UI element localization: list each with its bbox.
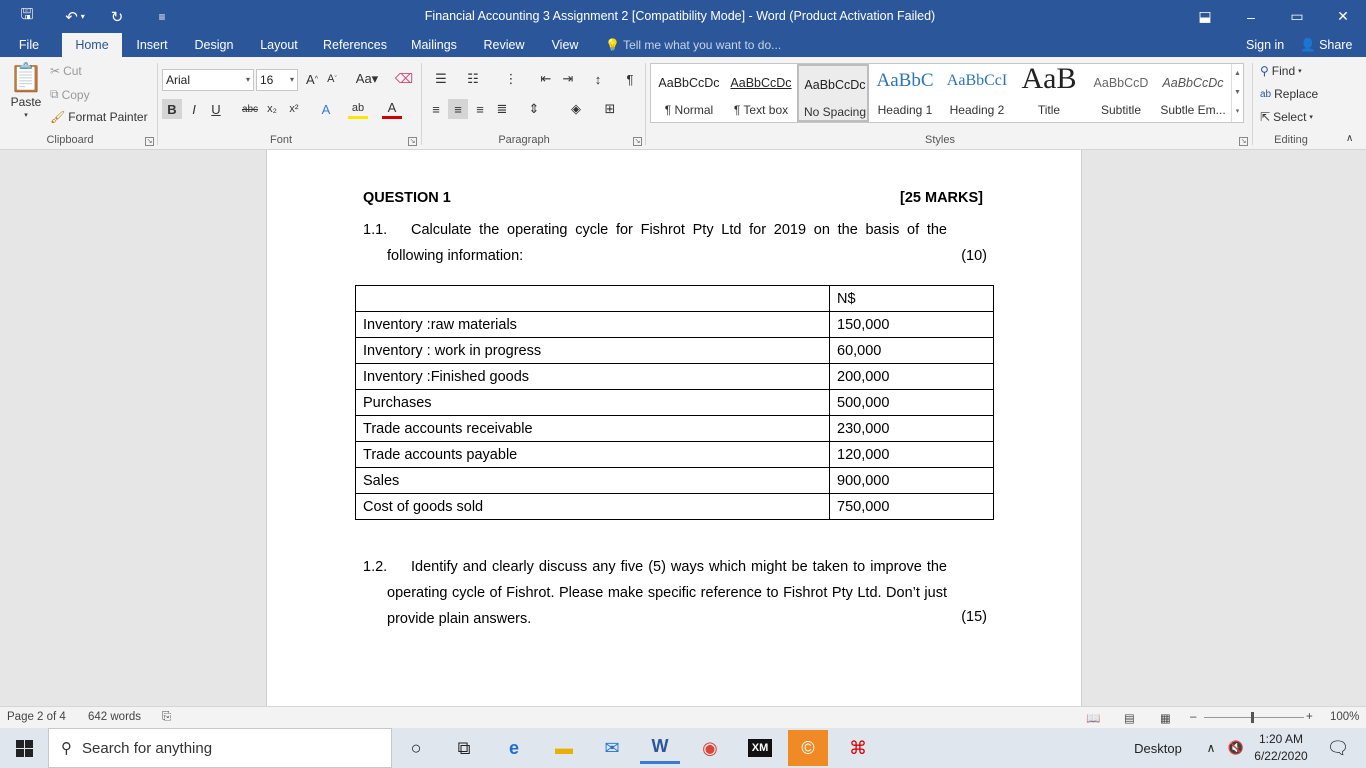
- shrink-font-icon[interactable]: A ˇ: [327, 73, 337, 85]
- person-icon: 👤: [1300, 38, 1316, 52]
- separator: [157, 63, 158, 145]
- table-cell-value: 200,000: [830, 364, 994, 390]
- zoom-in-icon[interactable]: +: [1306, 711, 1313, 723]
- cortana-icon[interactable]: ○: [410, 737, 422, 758]
- table-cell-label: Inventory :Finished goods: [356, 364, 830, 390]
- text-effects-icon[interactable]: A: [321, 101, 331, 117]
- table-header-cell: [356, 286, 830, 312]
- sign-in-link[interactable]: Sign in: [1246, 38, 1285, 52]
- close-button[interactable]: ✕: [1337, 8, 1349, 24]
- paragraph-text: Calculate the operating cycle for Fishrot Pty Ltd for 2019 on the basis of the following information:: [387, 222, 947, 264]
- style-subtle-emphasis[interactable]: [1157, 64, 1229, 122]
- find-button[interactable]: ⚲ Find ▾: [1260, 64, 1302, 78]
- style-name: Heading 1: [877, 103, 933, 117]
- document-page[interactable]: [266, 150, 1082, 706]
- font-name-box[interactable]: [162, 69, 254, 91]
- copy-label: Copy: [61, 87, 90, 102]
- xm-app-icon[interactable]: XM: [740, 732, 780, 764]
- align-right-icon[interactable]: ≡: [476, 101, 484, 117]
- paragraph-number: 1.2.: [363, 559, 388, 575]
- style-preview: AaBbCcDc: [804, 78, 866, 92]
- tab-review[interactable]: Review: [483, 38, 525, 52]
- minimize-button[interactable]: –: [1247, 8, 1255, 25]
- table-row: [356, 312, 994, 338]
- copy-icon: ⧉: [50, 87, 59, 101]
- taskbar-clock[interactable]: [1248, 731, 1314, 765]
- word-count[interactable]: 642 words: [88, 711, 142, 723]
- table-row: [356, 494, 994, 520]
- table-cell-value: 230,000: [830, 416, 994, 442]
- style-preview: AaBbCcD: [1093, 76, 1149, 90]
- task-view-icon[interactable]: ⧉: [457, 737, 471, 758]
- chevron-up-icon[interactable]: ∧: [1206, 741, 1216, 755]
- page-count[interactable]: Page 2 of 4: [7, 711, 66, 723]
- table-cell-value: 500,000: [830, 390, 994, 416]
- undo-icon: ↶: [65, 8, 78, 26]
- cut-button[interactable]: [50, 64, 82, 78]
- window-title: Financial Accounting 3 Assignment 2 [Compatibility Mode] - Word (Product Activation Failed): [424, 9, 936, 23]
- table-header-row: [356, 286, 994, 312]
- redo-icon[interactable]: ↻: [110, 8, 124, 26]
- zoom-slider[interactable]: [1204, 717, 1304, 718]
- style-preview: AaBbCcDc: [658, 76, 720, 90]
- paste-label: Paste: [10, 95, 42, 109]
- table-row: [356, 338, 994, 364]
- ribbon-tabs: [0, 33, 1366, 57]
- find-label: Find: [1271, 64, 1296, 78]
- line-spacing-icon[interactable]: ⇕: [528, 101, 540, 116]
- print-layout-icon[interactable]: ▤: [1124, 713, 1135, 725]
- maximize-button[interactable]: ▭: [1290, 8, 1304, 24]
- highlight-icon[interactable]: ab: [348, 99, 368, 119]
- styles-gallery: [650, 63, 1244, 123]
- clipboard-launcher-icon[interactable]: ↘: [146, 138, 153, 145]
- table-cell-value: 900,000: [830, 468, 994, 494]
- font-name-value: Arial: [166, 73, 191, 87]
- tab-design[interactable]: Design: [194, 38, 234, 52]
- zoom-out-icon[interactable]: –: [1190, 711, 1197, 723]
- table-cell-value: 750,000: [830, 494, 994, 520]
- table-cell-value: 150,000: [830, 312, 994, 338]
- zoom-slider-thumb[interactable]: [1251, 712, 1254, 723]
- style-name: ¶ Text box: [733, 103, 789, 117]
- paragraph-marks: (15): [961, 609, 987, 625]
- style-name: Subtitle: [1100, 103, 1142, 117]
- font-launcher-icon[interactable]: ↘: [409, 138, 416, 145]
- table-cell-label: Purchases: [356, 390, 830, 416]
- ribbon-home: [0, 57, 1366, 150]
- table-cell-value: 60,000: [830, 338, 994, 364]
- style-title[interactable]: [1013, 64, 1085, 122]
- word-taskbar-icon[interactable]: W: [640, 732, 680, 764]
- increase-indent-icon[interactable]: ⇥: [562, 71, 574, 86]
- table-row: [356, 364, 994, 390]
- shading-icon[interactable]: ◈: [571, 101, 581, 116]
- desktop-toolbar[interactable]: Desktop: [1134, 740, 1182, 756]
- search-icon: ⚲: [1260, 64, 1269, 78]
- align-left-icon[interactable]: ≡: [432, 101, 440, 117]
- proofing-icon[interactable]: ⎘: [162, 711, 172, 723]
- table-header-cell: N$: [830, 286, 994, 312]
- style-preview: AaBbC: [876, 70, 934, 91]
- style-subtitle[interactable]: [1085, 64, 1157, 122]
- superscript-icon[interactable]: x²: [289, 103, 299, 115]
- font-size-value: 16: [260, 73, 274, 87]
- numbering-icon[interactable]: ☷: [467, 71, 479, 86]
- chrome-icon[interactable]: ◉: [702, 737, 718, 758]
- bullets-icon[interactable]: ☰: [435, 71, 447, 86]
- style-name: No Spacing: [803, 105, 867, 119]
- font-group-label: Font: [269, 134, 292, 146]
- paintbrush-icon: 🖌: [50, 110, 66, 124]
- style-text-box[interactable]: [725, 64, 797, 122]
- table-cell-label: Sales: [356, 468, 830, 494]
- style-name: ¶ Normal: [664, 103, 714, 117]
- clipboard-group-label: Clipboard: [46, 134, 94, 146]
- table-cell-label: Inventory : work in progress: [356, 338, 830, 364]
- tell-me-search[interactable]: [605, 33, 781, 57]
- format-painter-label: Format Painter: [68, 110, 148, 124]
- cursor-icon: ⇱: [1260, 110, 1271, 124]
- read-mode-icon[interactable]: 📖: [1086, 713, 1101, 725]
- chevron-down-icon: ▾: [245, 75, 250, 84]
- replace-button[interactable]: [1260, 87, 1318, 101]
- font-size-box[interactable]: [256, 69, 298, 91]
- decrease-indent-icon[interactable]: ⇤: [540, 71, 552, 86]
- tab-references[interactable]: References: [323, 38, 387, 52]
- table-row: [356, 442, 994, 468]
- paragraph-1-1: [363, 217, 987, 269]
- edge-icon[interactable]: e: [508, 737, 519, 758]
- taskbar-search-box[interactable]: [48, 728, 392, 768]
- tab-mailings[interactable]: Mailings: [411, 38, 457, 52]
- paragraph-text: Identify and clearly discuss any five (5) ways which might be taken to improve the operating cycle of Fishrot. Please make specific reference to Fishrot Pty Ltd. Don’t just provide plain answers.: [387, 559, 947, 627]
- chevron-down-icon: ▾: [289, 75, 294, 84]
- style-normal[interactable]: [653, 64, 725, 122]
- justify-icon[interactable]: ≣: [496, 101, 508, 116]
- web-layout-icon[interactable]: ▦: [1160, 713, 1171, 725]
- question-marks: [25 MARKS]: [900, 190, 983, 206]
- styles-launcher-icon[interactable]: ↘: [1240, 138, 1247, 145]
- table-row: [356, 390, 994, 416]
- style-name: Subtle Em...: [1160, 103, 1226, 117]
- table-cell-label: Cost of goods sold: [356, 494, 830, 520]
- pilcrow-icon[interactable]: ¶: [626, 71, 634, 87]
- tell-me-placeholder: Tell me what you want to do...: [623, 38, 782, 52]
- clock-time: 1:20 AM: [1258, 732, 1304, 746]
- style-no-spacing[interactable]: [797, 64, 869, 122]
- separator: [421, 63, 422, 145]
- ribbon-display-options-button[interactable]: ⬓: [1198, 8, 1212, 24]
- style-heading-2[interactable]: [941, 64, 1013, 122]
- customize-toolbar-icon[interactable]: ≡: [158, 9, 166, 24]
- styles-group-label: Styles: [925, 134, 955, 146]
- bold-icon[interactable]: B: [162, 99, 182, 119]
- borders-icon[interactable]: ⊞: [604, 101, 616, 116]
- editing-group-label: Editing: [1274, 134, 1308, 146]
- paragraph-number: 1.1.: [363, 222, 388, 238]
- c-app-icon[interactable]: ©: [788, 730, 828, 766]
- underline-icon[interactable]: U: [211, 101, 221, 117]
- acrobat-icon[interactable]: ⌘: [849, 737, 867, 758]
- strikethrough-icon[interactable]: abc: [241, 103, 259, 115]
- share-label: Share: [1319, 38, 1353, 52]
- font-color-icon[interactable]: A: [382, 99, 402, 119]
- share-button[interactable]: [1300, 33, 1352, 57]
- table-row: [356, 416, 994, 442]
- question-title: QUESTION 1: [363, 190, 451, 206]
- style-preview: AaBbCcDc: [1162, 76, 1224, 90]
- document-area[interactable]: [0, 150, 1366, 706]
- undo-button[interactable]: ↶ ▾: [65, 8, 85, 26]
- styles-scrollbar[interactable]: ▲ ▼ ▾: [1231, 64, 1243, 122]
- tab-layout[interactable]: Layout: [260, 38, 298, 52]
- clipboard-icon: 📋: [8, 62, 44, 93]
- status-bar: [0, 706, 1366, 728]
- paragraph-group-label: Paragraph: [498, 134, 550, 146]
- collapse-ribbon-icon[interactable]: ∧: [1346, 133, 1354, 144]
- paragraph-1-2: [363, 554, 987, 630]
- table-cell-label: Inventory :raw materials: [356, 312, 830, 338]
- notifications-icon[interactable]: 🗨: [1326, 737, 1350, 758]
- style-name: Heading 2: [949, 103, 1005, 117]
- title-bar: [0, 0, 1366, 33]
- italic-icon[interactable]: I: [192, 101, 196, 117]
- volume-muted-icon[interactable]: 🔇: [1227, 740, 1245, 755]
- format-painter-button[interactable]: [50, 110, 148, 124]
- grow-font-icon[interactable]: A ^: [306, 71, 318, 87]
- style-preview: AaBbCcI: [946, 72, 1008, 89]
- tab-file[interactable]: File: [18, 38, 40, 52]
- paragraph-marks: (10): [961, 248, 987, 264]
- copy-button[interactable]: [50, 87, 90, 102]
- tab-insert[interactable]: Insert: [136, 38, 168, 52]
- separator: [1252, 63, 1253, 145]
- select-button[interactable]: ⇱ Select ▾: [1260, 110, 1313, 124]
- file-explorer-icon[interactable]: ▬: [555, 737, 573, 758]
- taskbar: [0, 728, 1366, 768]
- multilevel-list-icon[interactable]: ⋮: [504, 71, 518, 86]
- mail-icon[interactable]: ✉: [604, 737, 620, 758]
- table-cell-label: Trade accounts payable: [356, 442, 830, 468]
- sort-icon[interactable]: ↕: [594, 71, 602, 87]
- select-label: Select: [1273, 110, 1307, 124]
- replace-label: Replace: [1274, 87, 1319, 101]
- change-case-icon[interactable]: Aa▾: [355, 71, 379, 86]
- paste-button[interactable]: 📋 Paste ▾: [8, 62, 44, 119]
- zoom-level[interactable]: 100%: [1330, 711, 1360, 723]
- table-cell-label: Trade accounts receivable: [356, 416, 830, 442]
- save-icon[interactable]: 🖫: [20, 6, 34, 23]
- scissors-icon: ✂: [50, 64, 61, 78]
- tab-home[interactable]: Home: [62, 33, 122, 57]
- style-preview: AaBbCcDc: [730, 76, 792, 90]
- search-icon: ⚲: [61, 740, 72, 757]
- style-name: Title: [1037, 103, 1061, 117]
- paragraph-launcher-icon[interactable]: ↘: [634, 138, 641, 145]
- clock-date: 6/22/2020: [1254, 749, 1308, 763]
- search-placeholder: Search for anything: [82, 739, 213, 757]
- style-heading-1[interactable]: [869, 64, 941, 122]
- table-row: [356, 468, 994, 494]
- separator: [645, 63, 646, 145]
- tab-view[interactable]: View: [551, 38, 579, 52]
- cut-label: Cut: [63, 64, 82, 78]
- style-preview: AaB: [1021, 62, 1077, 95]
- replace-icon: ab: [1260, 88, 1272, 100]
- financial-data-table: [355, 285, 994, 520]
- windows-start-icon[interactable]: [4, 732, 44, 764]
- lightbulb-icon: 💡: [605, 38, 620, 52]
- align-center-icon[interactable]: ≡: [448, 99, 468, 119]
- clear-formatting-icon[interactable]: ⌫: [394, 71, 414, 86]
- subscript-icon[interactable]: x₂: [267, 103, 277, 115]
- table-cell-value: 120,000: [830, 442, 994, 468]
